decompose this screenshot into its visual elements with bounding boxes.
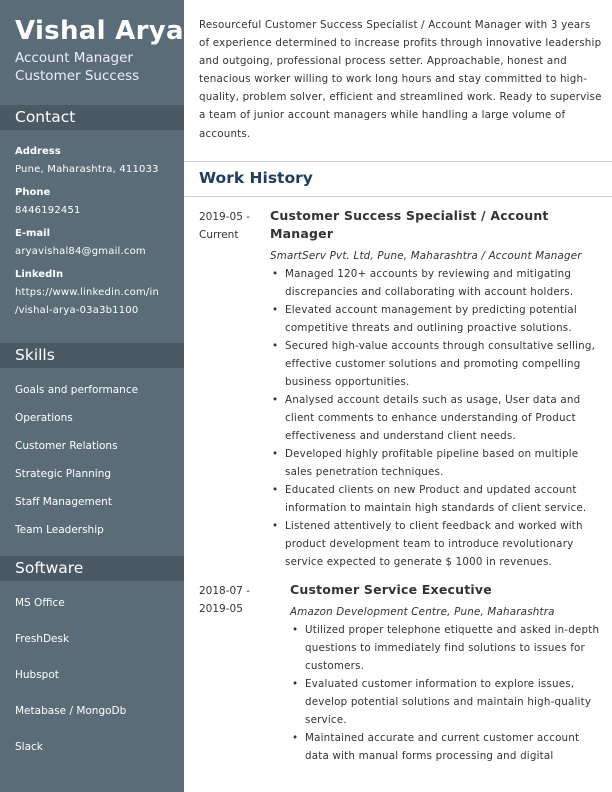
job-entry — [270, 207, 606, 571]
bullet: • Analysed account details such as usage, User data and client comments to enhance understanding of Product effectiveness and understand client needs. — [270, 391, 606, 445]
work-history-heading: Work History — [199, 169, 313, 187]
phone-label: Phone — [15, 187, 51, 198]
skill-item: Operations — [15, 412, 73, 424]
software-heading: Software — [0, 556, 184, 581]
company: Amazon Development Centre, Pune, Maharashtra — [290, 606, 555, 618]
linkedin-label: LinkedIn — [15, 269, 64, 280]
linkedin-link[interactable]: https://www.linkedin.com/in — [15, 287, 160, 298]
software-item: Hubspot — [15, 669, 59, 681]
job-title: Customer Success Specialist / Account Manager — [270, 208, 549, 241]
date-start: 2019-05 - — [199, 211, 250, 223]
phone-value: 8446192451 — [15, 205, 81, 216]
bullet: • Maintained accurate and current customer account data with manual forms processing and digital — [290, 729, 606, 765]
bullet: • Secured high-value accounts through consultative selling, effective customer solutions and promoting compelling business opportunities. — [270, 337, 606, 391]
bullet: • Elevated account management by predicting potential competitive threats and outlining proactive solutions. — [270, 301, 606, 337]
skill-item: Customer Relations — [15, 440, 118, 452]
date-start: 2018-07 - — [199, 585, 250, 597]
bullet: • Educated clients on new Product and updated account information to maintain high standards of client service. — [270, 481, 606, 517]
job-entry — [290, 581, 606, 765]
address-value: Pune, Maharashtra, 411033 — [15, 164, 159, 175]
contact-heading: Contact — [0, 105, 184, 130]
linkedin-link[interactable]: /vishal-arya-03a3b1100 — [15, 305, 139, 316]
software-item: Metabase / MongoDb — [15, 705, 127, 717]
job-date — [199, 582, 250, 618]
bullet: • Developed highly profitable pipeline based on multiple sales penetration techniques. — [270, 445, 606, 481]
bullet: • Evaluated customer information to explore issues, develop potential solutions and maintain high-quality service. — [290, 675, 606, 729]
candidate-name: Vishal Arya — [15, 16, 184, 46]
company: SmartServ Pvt. Ltd, Pune, Maharashtra / Account Manager — [270, 250, 582, 262]
job-bullets — [270, 265, 606, 571]
skill-item: Goals and performance — [15, 384, 139, 396]
sidebar — [0, 0, 184, 792]
email-link[interactable]: aryavishal84@gmail.com — [15, 246, 146, 257]
skill-item: Staff Management — [15, 496, 112, 508]
skill-item: Strategic Planning — [15, 468, 112, 480]
bullet: • Listened attentively to client feedback and worked with product development team to introduce revolutionary service expected to generate $ 1000 in revenues. — [270, 517, 606, 571]
divider — [184, 161, 612, 162]
address-label: Address — [15, 146, 61, 157]
software-item: FreshDesk — [15, 633, 70, 645]
software-item: Slack — [15, 741, 43, 753]
date-end: 2019-05 — [199, 603, 243, 615]
job-date — [199, 208, 250, 244]
job-title: Customer Service Executive — [290, 582, 492, 597]
bullet: • Utilized proper telephone etiquette and asked in-depth questions to immediately find solutions to issues for customers. — [290, 621, 606, 675]
job-bullets — [290, 621, 606, 765]
summary: Resourceful Customer Success Specialist / Account Manager with 3 years of experience determined to increase profits through innovative leadership and outgoing, professional process setter. Approachable, honest and tenacious worker willing to work long hours and stay committed to high-quality, problem solver, efficient and streamlined work. Ready to supervise a team of junior account managers while handling a large volume of accounts. — [199, 19, 602, 140]
divider — [184, 196, 612, 197]
software-item: MS Office — [15, 597, 65, 609]
skills-heading: Skills — [0, 343, 184, 368]
job-title: Customer Success — [15, 68, 140, 84]
email-label: E-mail — [15, 228, 51, 239]
bullet: • Managed 120+ accounts by reviewing and mitigating discrepancies and collaborating with account holders. — [270, 265, 606, 301]
date-end: Current — [199, 229, 239, 241]
job-title: Account Manager — [15, 50, 133, 66]
skill-item: Team Leadership — [15, 524, 104, 536]
